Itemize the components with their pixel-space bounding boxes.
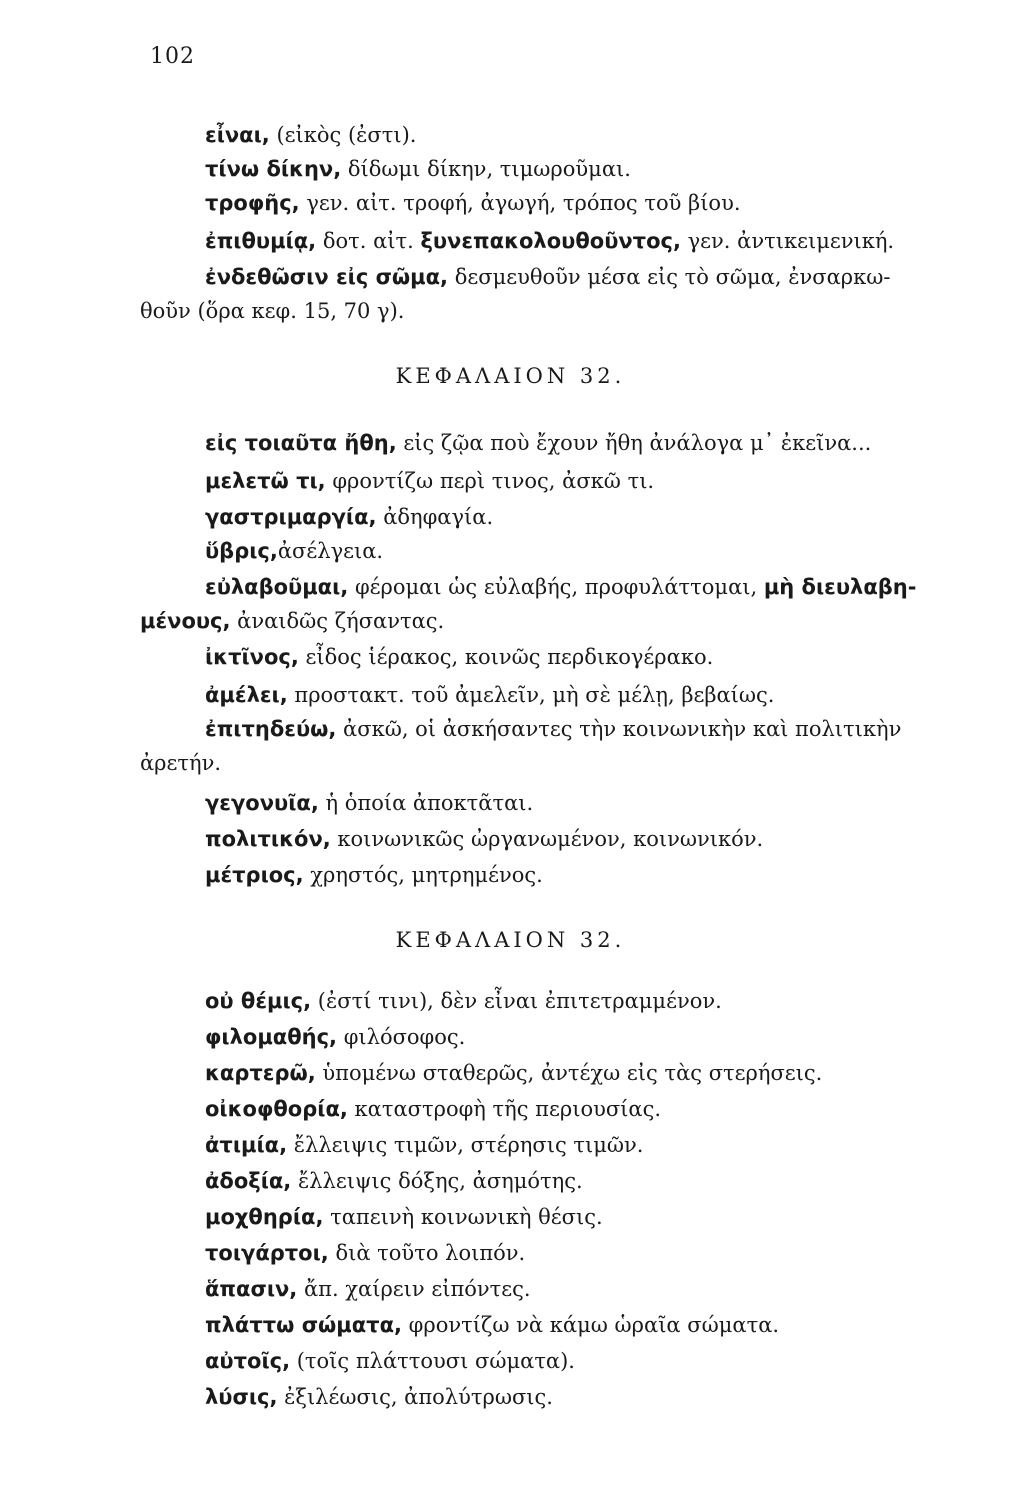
definition: προστακτ. τοῦ ἀμελεῖν, μὴ σὲ μέλῃ, βεβαίως.	[287, 683, 775, 707]
definition: ἔλλειψις τιμῶν, στέρησις τιμῶν.	[287, 1133, 644, 1157]
dictionary-entry	[205, 118, 995, 152]
definition: καταστροφὴ τῆς περιουσίας.	[347, 1097, 662, 1121]
headword: εὐλαβοῦμαι,	[205, 575, 349, 599]
definition: κοινωνικῶς ὠργανωμένον, κοινωνικόν.	[330, 827, 764, 851]
definition: εἶδος ἱέρακος, κοινῶς περδικογέρακο.	[298, 645, 714, 669]
headword: ἐπιτηδεύω,	[205, 717, 337, 741]
headword: τίνω δίκην,	[205, 157, 342, 181]
dictionary-entry	[205, 152, 995, 186]
dictionary-entry	[140, 260, 995, 328]
definition: δεσμευθοῦν μέσα εἰς τὸ σῶμα, ἐνσαρκω-	[448, 265, 891, 289]
dictionary-entry	[140, 570, 995, 638]
definition: φροντίζω περὶ τινος, ἀσκῶ τι.	[325, 469, 655, 493]
dictionary-entry	[205, 1020, 995, 1054]
definition: φροντίζω νὰ κάμω ὡραῖα σώματα.	[402, 1313, 780, 1337]
dictionary-entry	[205, 1128, 995, 1162]
dictionary-entry	[205, 786, 995, 820]
definition: ἀσκῶ, οἱ ἀσκήσαντες τὴν κοινωνικὴν καὶ πολιτικὴν	[336, 717, 902, 741]
definition: ἀναιδῶς ζήσαντας.	[230, 609, 445, 633]
dictionary-entry	[205, 224, 995, 258]
dictionary-entry	[205, 500, 995, 534]
headword: ἀδοξία,	[205, 1169, 292, 1193]
headword: πολιτικόν,	[205, 827, 331, 851]
dictionary-entry	[205, 858, 995, 892]
dictionary-entry	[205, 534, 995, 568]
dictionary-entry	[205, 464, 995, 498]
definition: ἄπ. χαίρειν εἰπόντες.	[297, 1277, 531, 1301]
headword: μοχθηρία,	[205, 1205, 324, 1229]
headword: τροφῆς,	[205, 191, 300, 215]
dictionary-entry	[205, 678, 995, 712]
definition: διὰ τοῦτο λοιπόν.	[328, 1241, 526, 1265]
headword: ἅπασιν,	[205, 1277, 298, 1301]
dictionary-entry	[205, 984, 995, 1018]
definition: γεν. αἰτ. τροφή, ἀγωγή, τρόπος τοῦ βίου.	[299, 191, 741, 215]
definition: φιλόσοφος.	[337, 1025, 466, 1049]
definition: ἀδηφαγία.	[376, 505, 494, 529]
definition: χρηστός, μητρημένος.	[303, 863, 543, 887]
definition: (τοῖς πλάττουσι σώματα).	[290, 1349, 575, 1373]
headword: ὕβρις,	[205, 539, 278, 563]
definition: εἰς ζῷα ποὺ ἔχουν ἤθη ἀνάλογα μ᾿ ἐκεῖνα...	[396, 431, 872, 455]
chapter-heading: ΚΕΦΑΛΑΙΟΝ 32.	[395, 928, 626, 952]
dictionary-entry	[205, 1380, 995, 1414]
definition: (ἐστί τινι), δὲν εἶναι ἐπιτετραμμένον.	[311, 989, 722, 1013]
definition: ταπεινὴ κοινωνικὴ θέσις.	[323, 1205, 603, 1229]
dictionary-entry	[205, 822, 995, 856]
definition: ἐξιλέωσις, ἀπολύτρωσις.	[277, 1385, 553, 1409]
headword: γεγονυῖα,	[205, 791, 319, 815]
definition-continuation: θοῦν (ὅρα κεφ. 15, 70 γ).	[140, 299, 405, 323]
headword: γαστριμαργία,	[205, 505, 377, 529]
chapter-heading: ΚΕΦΑΛΑΙΟΝ 32.	[395, 364, 626, 388]
headword: εἶναι,	[205, 123, 270, 147]
dictionary-entry	[205, 1200, 995, 1234]
headword: ἀτιμία,	[205, 1133, 288, 1157]
headword: ξυνεπακολουθοῦντος,	[420, 229, 681, 253]
headword: φιλομαθής,	[205, 1025, 338, 1049]
dictionary-entry	[205, 1164, 995, 1198]
dictionary-entry	[205, 1344, 995, 1378]
dictionary-entry	[205, 426, 995, 460]
definition: γεν. ἀντικειμενική.	[680, 229, 895, 253]
dictionary-entry	[140, 712, 995, 780]
definition: ἔλλειψις δόξης, ἀσημότης.	[291, 1169, 583, 1193]
headword: καρτερῶ,	[205, 1061, 316, 1085]
headword: πλάττω σώματα,	[205, 1313, 402, 1337]
page-number: 102	[150, 44, 195, 69]
definition: δοτ. αἰτ.	[316, 229, 421, 253]
headword: ἀμέλει,	[205, 683, 288, 707]
dictionary-entry	[205, 186, 995, 220]
dictionary-entry	[205, 1272, 995, 1306]
headword: εἰς τοιαῦτα ἤθη,	[205, 431, 397, 455]
headword: λύσις,	[205, 1385, 278, 1409]
dictionary-entry	[205, 640, 995, 674]
headword: μένους,	[140, 609, 231, 633]
definition-continuation: ἀρετήν.	[140, 751, 222, 775]
definition: δίδωμι δίκην, τιμωροῦμαι.	[341, 157, 631, 181]
headword: αὐτοῖς,	[205, 1349, 291, 1373]
definition: ὑπομένω σταθερῶς, ἀντέχω εἰς τὰς στερήσεις.	[315, 1061, 823, 1085]
dictionary-entry	[205, 1308, 995, 1342]
headword: οἰκοφθορία,	[205, 1097, 348, 1121]
headword: ἐνδεθῶσιν εἰς σῶμα,	[205, 265, 449, 289]
headword: ἰκτῖνος,	[205, 645, 299, 669]
definition: ἀσέλγεια.	[277, 539, 384, 563]
headword: μὴ διευλαβη-	[763, 575, 917, 599]
definition: ἡ ὁποία ἀποκτᾶται.	[318, 791, 534, 815]
definition-continuation	[140, 604, 995, 638]
definition: φέρομαι ὡς εὐλαβής, προφυλάττομαι,	[348, 575, 764, 599]
headword: τοιγάρτοι,	[205, 1241, 329, 1265]
headword: ἐπιθυμίᾳ,	[205, 229, 317, 253]
definition: (εἰκὸς (ἐστι).	[269, 123, 417, 147]
dictionary-entry	[205, 1092, 995, 1126]
headword: οὐ θέμις,	[205, 989, 312, 1013]
headword: μέτριος,	[205, 863, 304, 887]
dictionary-entry	[205, 1236, 995, 1270]
headword: μελετῶ τι,	[205, 469, 326, 493]
dictionary-entry	[205, 1056, 995, 1090]
